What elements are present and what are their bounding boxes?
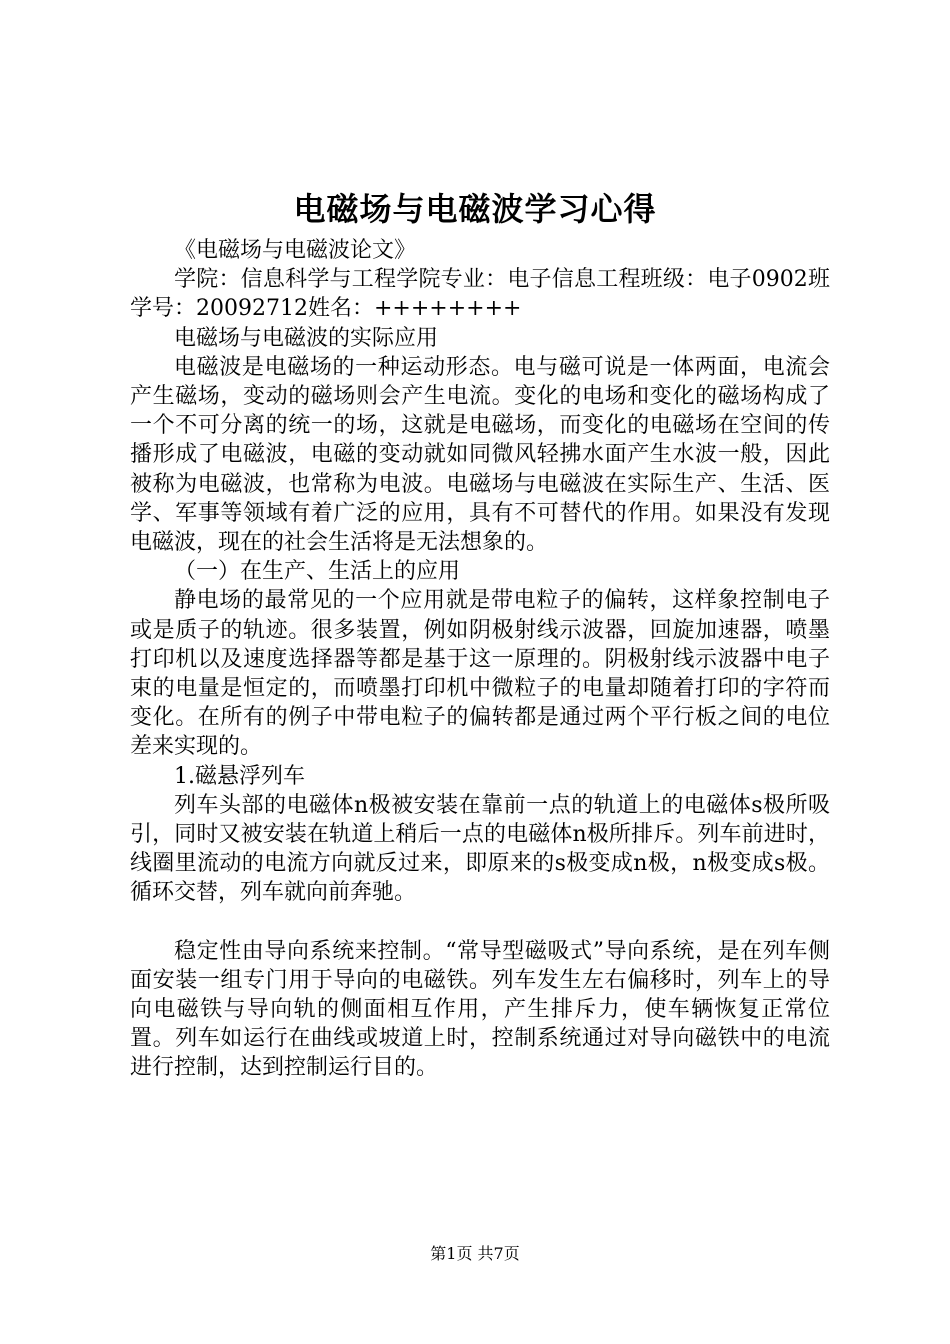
body-paragraph: 电磁波是电磁场的一种运动形态。电与磁可说是一体两面，电流会产生磁场，变动的磁场则会产生电流。变化的电场和变化的磁场构成了一个不可分离的统一的场，这就是电磁场，而变化的电磁场在空间的传播形成了电磁波，电磁的变动就如同微风轻拂水面产生水波一般，因此被称为电磁波，也常称为电波。电磁场与电磁波在实际生产、生活、医学、军事等领域有着广泛的应用，具有不可替代的作用。如果没有发现电磁波，现在的社会生活将是无法想象的。 [130, 354, 830, 556]
body-paragraph: 列车头部的电磁体n极被安装在靠前一点的轨道上的电磁体s极所吸引，同时又被安装在轨道上稍后一点的电磁体n极所排斥。列车前进时，线圈里流动的电流方向就反过来，即原来的s极变成n极，n极变成s极。循环交替，列车就向前奔驰。 [130, 792, 830, 906]
subsection-heading: （一）在生产、生活上的应用 [174, 559, 461, 585]
document-body [130, 236, 830, 1083]
paper-subtitle: 《电磁场与电磁波论文》 [174, 238, 417, 263]
document-title: 电磁场与电磁波学习心得 [293, 190, 657, 228]
author-info: 学院：信息科学与工程学院专业：电子信息工程班级：电子0902班学号：20092712姓名：++++++++ [130, 267, 830, 322]
body-paragraph: 静电场的最常见的一个应用就是带电粒子的偏转，这样象控制电子或是质子的轨迹。很多装置，例如阴极射线示波器，回旋加速器，喷墨打印机以及速度选择器等都是基于这一原理的。阴极射线示波器中电子束的电量是恒定的，而喷墨打印机中微粒子的电量却随着打印的字符而变化。在所有的例子中带电粒子的偏转都是通过两个平行板之间的电位差来实现的。 [130, 588, 830, 760]
page-number: 第1页 共7页 [430, 1244, 520, 1263]
item-heading: 1.磁悬浮列车 [174, 763, 305, 789]
section-heading: 电磁场与电磁波的实际应用 [174, 325, 439, 351]
body-paragraph: 稳定性由导向系统来控制。“常导型磁吸式”导向系统，是在列车侧面安装一组专门用于导向的电磁铁。列车发生左右偏移时，列车上的导向电磁铁与导向轨的侧面相互作用，产生排斥力，使车辆恢复正常位置。列车如运行在曲线或坡道上时，控制系统通过对导向磁铁中的电流进行控制，达到控制运行目的。 [130, 938, 830, 1081]
